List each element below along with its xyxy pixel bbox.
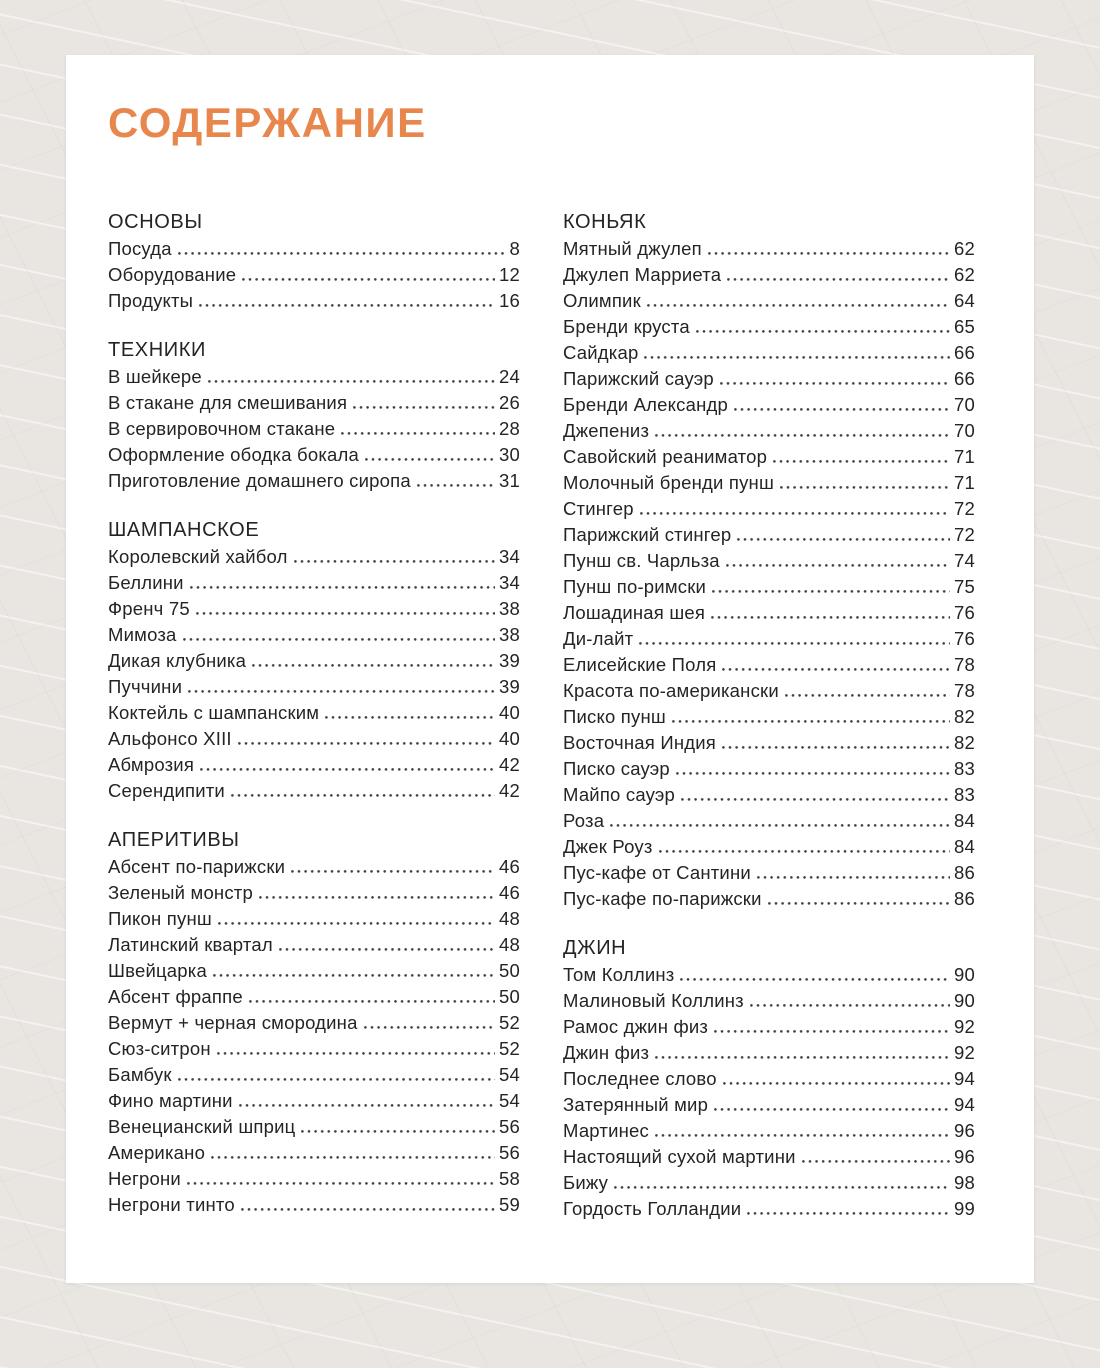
toc-entry (563, 988, 975, 1014)
dot-leader (644, 356, 950, 359)
toc-entry (108, 262, 520, 288)
toc-entry (563, 730, 975, 756)
toc-entry (563, 444, 975, 470)
toc-entry-page-number: 46 (499, 882, 520, 903)
toc-entry (563, 366, 975, 392)
toc-entry-page-number: 40 (499, 728, 520, 749)
toc-entry (108, 752, 520, 778)
toc-entry-label: Вермут + черная смородина (108, 1012, 358, 1033)
dot-leader (365, 458, 495, 461)
dot-leader (747, 1212, 950, 1215)
dot-leader (211, 1156, 495, 1159)
toc-entry-label: Венецианский шприц (108, 1116, 296, 1137)
toc-entry-label: Бренди круста (563, 316, 690, 337)
dot-leader (178, 1078, 495, 1081)
toc-entry-label: Майпо сауэр (563, 784, 675, 805)
toc-entry (563, 236, 975, 262)
toc-entry-label: Малиновый Коллинз (563, 990, 744, 1011)
toc-entry-page-number: 92 (954, 1042, 975, 1063)
toc-entry-label: Парижский сауэр (563, 368, 714, 389)
toc-entry (563, 1144, 975, 1170)
dot-leader (676, 772, 950, 775)
toc-entry (108, 416, 520, 442)
dot-leader (768, 902, 950, 905)
toc-entry (108, 364, 520, 390)
toc-entry-label: В стакане для смешивания (108, 392, 348, 413)
dot-leader (417, 484, 495, 487)
dot-leader (199, 304, 495, 307)
toc-entry-page-number: 84 (954, 810, 975, 831)
toc-entry-page-number: 72 (954, 498, 975, 519)
toc-entry-page-number: 30 (499, 444, 520, 465)
dot-leader (757, 876, 950, 879)
toc-entry (108, 674, 520, 700)
toc-entry-label: Лошадиная шея (563, 602, 706, 623)
dot-leader (655, 434, 950, 437)
toc-section (108, 827, 520, 1218)
dot-leader (200, 768, 495, 771)
dot-leader (659, 850, 950, 853)
toc-entry-page-number: 34 (499, 546, 520, 567)
toc-entry-label: Швейцарка (108, 960, 207, 981)
dot-leader (696, 330, 950, 333)
toc-entry-page-number: 96 (954, 1146, 975, 1167)
toc-entry-label: Посуда (108, 238, 172, 259)
toc-entry-page-number: 58 (499, 1168, 520, 1189)
toc-entry-page-number: 42 (499, 780, 520, 801)
toc-entry-label: Парижский стингер (563, 524, 732, 545)
dot-leader (325, 716, 495, 719)
dot-leader (655, 1134, 950, 1137)
toc-entry-page-number: 75 (954, 576, 975, 597)
toc-entry (108, 932, 520, 958)
toc-entry-page-number: 78 (954, 680, 975, 701)
toc-section-title: ДЖИН (563, 937, 627, 959)
toc-entry-page-number: 54 (499, 1064, 520, 1085)
dot-leader (714, 1030, 950, 1033)
toc-entry (108, 1114, 520, 1140)
toc-entry-label: Восточная Индия (563, 732, 716, 753)
toc-section-title: АПЕРИТИВЫ (108, 829, 240, 851)
toc-entry (108, 570, 520, 596)
toc-entry-label: Негрони тинто (108, 1194, 235, 1215)
toc-entry-page-number: 48 (499, 934, 520, 955)
toc-entry (563, 262, 975, 288)
toc-entry-label: В шейкере (108, 366, 202, 387)
toc-entry-page-number: 39 (499, 676, 520, 697)
dot-leader (178, 252, 506, 255)
toc-entry-page-number: 70 (954, 394, 975, 415)
toc-entry-label: Сюз-ситрон (108, 1038, 211, 1059)
toc-entry (108, 1192, 520, 1218)
toc-entry-page-number: 84 (954, 836, 975, 857)
toc-entry (108, 1140, 520, 1166)
toc-entry-list (563, 236, 975, 912)
toc-entry (563, 496, 975, 522)
toc-entry-page-number: 66 (954, 368, 975, 389)
toc-entry-label: Беллини (108, 572, 184, 593)
toc-entry-label: Настоящий сухой мартини (563, 1146, 796, 1167)
toc-entry-page-number: 76 (954, 602, 975, 623)
toc-entry-page-number: 78 (954, 654, 975, 675)
toc-entry-page-number: 40 (499, 702, 520, 723)
toc-entry (563, 704, 975, 730)
toc-entry-page-number: 16 (499, 290, 520, 311)
toc-entry (563, 574, 975, 600)
toc-entry-page-number: 94 (954, 1094, 975, 1115)
toc-entry (108, 622, 520, 648)
toc-entry-label: Джулеп Марриета (563, 264, 722, 285)
toc-column (563, 209, 975, 1245)
dot-leader (647, 304, 950, 307)
toc-entry-label: Джин физ (563, 1042, 650, 1063)
toc-entry (108, 958, 520, 984)
dot-leader (242, 278, 495, 281)
toc-entry (108, 906, 520, 932)
dot-leader (610, 824, 950, 827)
toc-entry-page-number: 82 (954, 706, 975, 727)
toc-entry-page-number: 59 (499, 1194, 520, 1215)
toc-entry-label: Оформление ободка бокала (108, 444, 360, 465)
toc-entry (563, 600, 975, 626)
toc-entry (563, 782, 975, 808)
dot-leader (714, 1108, 950, 1111)
toc-entry-page-number: 62 (954, 264, 975, 285)
dot-leader (720, 382, 950, 385)
dot-leader (711, 616, 950, 619)
toc-entry (108, 1166, 520, 1192)
toc-entry-label: Мартинес (563, 1120, 649, 1141)
dot-leader (640, 512, 950, 515)
toc-entry-page-number: 82 (954, 732, 975, 753)
toc-entry-page-number: 98 (954, 1172, 975, 1193)
toc-entry (108, 1062, 520, 1088)
toc-entry (108, 880, 520, 906)
dot-leader (750, 1004, 950, 1007)
toc-entry-label: Рамос джин физ (563, 1016, 709, 1037)
toc-entry (563, 886, 975, 912)
toc-entry (563, 834, 975, 860)
page-title: СОДЕРЖАНИЕ (108, 99, 427, 146)
dot-leader (183, 638, 496, 641)
toc-entry-page-number: 72 (954, 524, 975, 545)
book-page (66, 55, 1034, 1283)
dot-leader (780, 486, 950, 489)
dot-leader (238, 742, 495, 745)
toc-entry-label: Бижу (563, 1172, 609, 1193)
toc-entry (563, 1170, 975, 1196)
toc-entry-list (563, 962, 975, 1222)
dot-leader (294, 560, 495, 563)
dot-leader (196, 612, 495, 615)
toc-entry-page-number: 71 (954, 472, 975, 493)
toc-entry-label: Пус-кафе по-парижски (563, 888, 762, 909)
dot-leader (680, 978, 950, 981)
toc-entry-label: Олимпик (563, 290, 641, 311)
toc-section-title: ШАМПАНСКОЕ (108, 519, 260, 541)
dot-leader (231, 794, 495, 797)
toc-entry-label: Пуччини (108, 676, 183, 697)
toc-entry-label: Роза (563, 810, 605, 831)
toc-entry (108, 390, 520, 416)
dot-leader (241, 1208, 495, 1211)
toc-entry-label: Оборудование (108, 264, 237, 285)
dot-leader (639, 642, 950, 645)
toc-entry (108, 288, 520, 314)
toc-entry-label: Последнее слово (563, 1068, 717, 1089)
dot-leader (737, 538, 950, 541)
toc-entry-label: Абсент по-парижски (108, 856, 286, 877)
toc-entry (108, 236, 520, 262)
toc-entry-page-number: 50 (499, 960, 520, 981)
toc-entry-label: Приготовление домашнего сиропа (108, 470, 411, 491)
dot-leader (614, 1186, 950, 1189)
toc-entry (563, 1092, 975, 1118)
toc-entry-page-number: 48 (499, 908, 520, 929)
dot-leader (291, 870, 495, 873)
toc-entry-label: Писко сауэр (563, 758, 670, 779)
dot-leader (353, 406, 495, 409)
toc-entry-page-number: 24 (499, 366, 520, 387)
dot-leader (773, 460, 950, 463)
toc-entry-page-number: 50 (499, 986, 520, 1007)
toc-entry-label: Бренди Александр (563, 394, 728, 415)
toc-entry-page-number: 90 (954, 990, 975, 1011)
toc-section (108, 337, 520, 494)
toc-entry-page-number: 38 (499, 598, 520, 619)
toc-entry-page-number: 96 (954, 1120, 975, 1141)
toc-entry-list (108, 544, 520, 804)
toc-entry-label: Альфонсо XIII (108, 728, 232, 749)
toc-entry (563, 314, 975, 340)
toc-entry (563, 756, 975, 782)
toc-entry-page-number: 34 (499, 572, 520, 593)
dot-leader (188, 690, 495, 693)
toc-entry-label: Американо (108, 1142, 206, 1163)
toc-entry-label: Джек Роуз (563, 836, 653, 857)
toc-entry-page-number: 65 (954, 316, 975, 337)
dot-leader (734, 408, 950, 411)
dot-leader (681, 798, 950, 801)
toc-entry-page-number: 90 (954, 964, 975, 985)
toc-entry (108, 1036, 520, 1062)
toc-entry-label: Латинский квартал (108, 934, 273, 955)
dot-leader (655, 1056, 950, 1059)
toc-entry (108, 648, 520, 674)
toc-entry-label: Гордость Голландии (563, 1198, 742, 1219)
toc-entry-label: Продукты (108, 290, 194, 311)
toc-entry-page-number: 76 (954, 628, 975, 649)
toc-entry-label: Ди-лайт (563, 628, 634, 649)
toc-entry (563, 626, 975, 652)
dot-leader (723, 1082, 950, 1085)
toc-entry (563, 522, 975, 548)
toc-entry (108, 442, 520, 468)
dot-leader (722, 668, 950, 671)
toc-entry-page-number: 66 (954, 342, 975, 363)
toc-entry (563, 418, 975, 444)
toc-entry (108, 468, 520, 494)
toc-entry (563, 962, 975, 988)
toc-entry-label: Савойский реаниматор (563, 446, 768, 467)
toc-entry-label: Коктейль с шампанским (108, 702, 320, 723)
toc-entry (108, 544, 520, 570)
toc-entry (563, 1196, 975, 1222)
toc-section-title: КОНЬЯК (563, 211, 647, 233)
toc-entry-page-number: 83 (954, 784, 975, 805)
dot-leader (672, 720, 950, 723)
dot-leader (239, 1104, 495, 1107)
toc-entry (108, 1088, 520, 1114)
dot-leader (208, 380, 495, 383)
dot-leader (727, 278, 950, 281)
toc-entry-page-number: 86 (954, 862, 975, 883)
toc-entry-label: Писко пунш (563, 706, 666, 727)
toc-entry-label: Елисейские Поля (563, 654, 717, 675)
toc-entry-list (108, 364, 520, 494)
toc-entry (563, 340, 975, 366)
dot-leader (213, 974, 495, 977)
toc-entry-list (108, 854, 520, 1218)
toc-entry-label: Серендипити (108, 780, 225, 801)
toc-entry-label: Пунш св. Чарльза (563, 550, 720, 571)
toc-entry-page-number: 74 (954, 550, 975, 571)
dot-leader (217, 1052, 495, 1055)
toc-entry-label: Зеленый монстр (108, 882, 253, 903)
toc-entry (563, 808, 975, 834)
toc-entry (563, 1040, 975, 1066)
toc-entry-page-number: 28 (499, 418, 520, 439)
toc-section (563, 209, 975, 912)
toc-entry (563, 470, 975, 496)
toc-entry-label: Сайдкар (563, 342, 639, 363)
toc-entry-page-number: 52 (499, 1012, 520, 1033)
toc-entry-label: Френч 75 (108, 598, 190, 619)
toc-entry-page-number: 54 (499, 1090, 520, 1111)
dot-leader (712, 590, 950, 593)
toc-entry (108, 1010, 520, 1036)
toc-entry-label: Пунш по-римски (563, 576, 707, 597)
toc-entry (563, 1014, 975, 1040)
toc-entry-label: Пус-кафе от Сантини (563, 862, 751, 883)
toc-entry-page-number: 92 (954, 1016, 975, 1037)
toc-entry (563, 392, 975, 418)
toc-entry-page-number: 46 (499, 856, 520, 877)
dot-leader (708, 252, 950, 255)
toc-entry (108, 778, 520, 804)
toc-entry (563, 678, 975, 704)
toc-section (563, 935, 975, 1222)
toc-section (108, 209, 520, 314)
toc-entry (563, 1066, 975, 1092)
toc-entry (108, 700, 520, 726)
toc-entry-label: Королевский хайбол (108, 546, 288, 567)
toc-entry-label: Мимоза (108, 624, 177, 645)
dot-leader (722, 746, 950, 749)
dot-leader (187, 1182, 495, 1185)
toc-entry-list (108, 236, 520, 314)
toc-entry-label: В сервировочном стакане (108, 418, 336, 439)
toc-entry-page-number: 56 (499, 1116, 520, 1137)
toc-entry (563, 288, 975, 314)
toc-entry-page-number: 70 (954, 420, 975, 441)
toc-entry-page-number: 39 (499, 650, 520, 671)
dot-leader (301, 1130, 495, 1133)
toc-entry-label: Пикон пунш (108, 908, 212, 929)
toc-entry-page-number: 52 (499, 1038, 520, 1059)
toc-entry-page-number: 71 (954, 446, 975, 467)
toc-entry-label: Мятный джулеп (563, 238, 702, 259)
toc-entry-page-number: 26 (499, 392, 520, 413)
toc-entry-label: Стингер (563, 498, 634, 519)
toc-entry-label: Абсент фраппе (108, 986, 243, 1007)
dot-leader (252, 664, 495, 667)
toc-section (108, 517, 520, 804)
dot-leader (726, 564, 950, 567)
toc-entry-label: Затерянный мир (563, 1094, 709, 1115)
toc-entry-label: Фино мартини (108, 1090, 233, 1111)
toc-entry (563, 1118, 975, 1144)
toc-entry-label: Том Коллинз (563, 964, 675, 985)
toc-entry-page-number: 62 (954, 238, 975, 259)
toc-entry-label: Абмрозия (108, 754, 195, 775)
dot-leader (259, 896, 495, 899)
toc-entry (108, 596, 520, 622)
toc-entry-label: Бамбук (108, 1064, 172, 1085)
toc-entry-page-number: 86 (954, 888, 975, 909)
dot-leader (279, 948, 495, 951)
toc-entry-page-number: 8 (509, 238, 520, 259)
toc-entry (563, 652, 975, 678)
toc-entry-page-number: 12 (499, 264, 520, 285)
toc-entry-label: Джепениз (563, 420, 650, 441)
dot-leader (364, 1026, 495, 1029)
toc-entry-label: Красота по-американски (563, 680, 779, 701)
toc-entry (108, 984, 520, 1010)
dot-leader (802, 1160, 950, 1163)
toc-entry-page-number: 31 (499, 470, 520, 491)
toc-entry-page-number: 56 (499, 1142, 520, 1163)
toc-columns (108, 209, 975, 1245)
toc-entry-page-number: 83 (954, 758, 975, 779)
toc-section-title: ТЕХНИКИ (108, 339, 206, 361)
toc-entry (108, 854, 520, 880)
toc-entry-page-number: 38 (499, 624, 520, 645)
dot-leader (785, 694, 950, 697)
toc-entry (563, 860, 975, 886)
dot-leader (190, 586, 495, 589)
toc-column (108, 209, 520, 1245)
toc-entry (563, 548, 975, 574)
dot-leader (341, 432, 495, 435)
dot-leader (218, 922, 495, 925)
toc-entry-label: Дикая клубника (108, 650, 247, 671)
toc-entry-label: Молочный бренди пунш (563, 472, 774, 493)
toc-entry-page-number: 94 (954, 1068, 975, 1089)
toc-entry (108, 726, 520, 752)
dot-leader (249, 1000, 495, 1003)
toc-entry-page-number: 64 (954, 290, 975, 311)
toc-entry-page-number: 99 (954, 1198, 975, 1219)
toc-section-title: ОСНОВЫ (108, 211, 203, 233)
toc-entry-page-number: 42 (499, 754, 520, 775)
toc-entry-label: Негрони (108, 1168, 181, 1189)
